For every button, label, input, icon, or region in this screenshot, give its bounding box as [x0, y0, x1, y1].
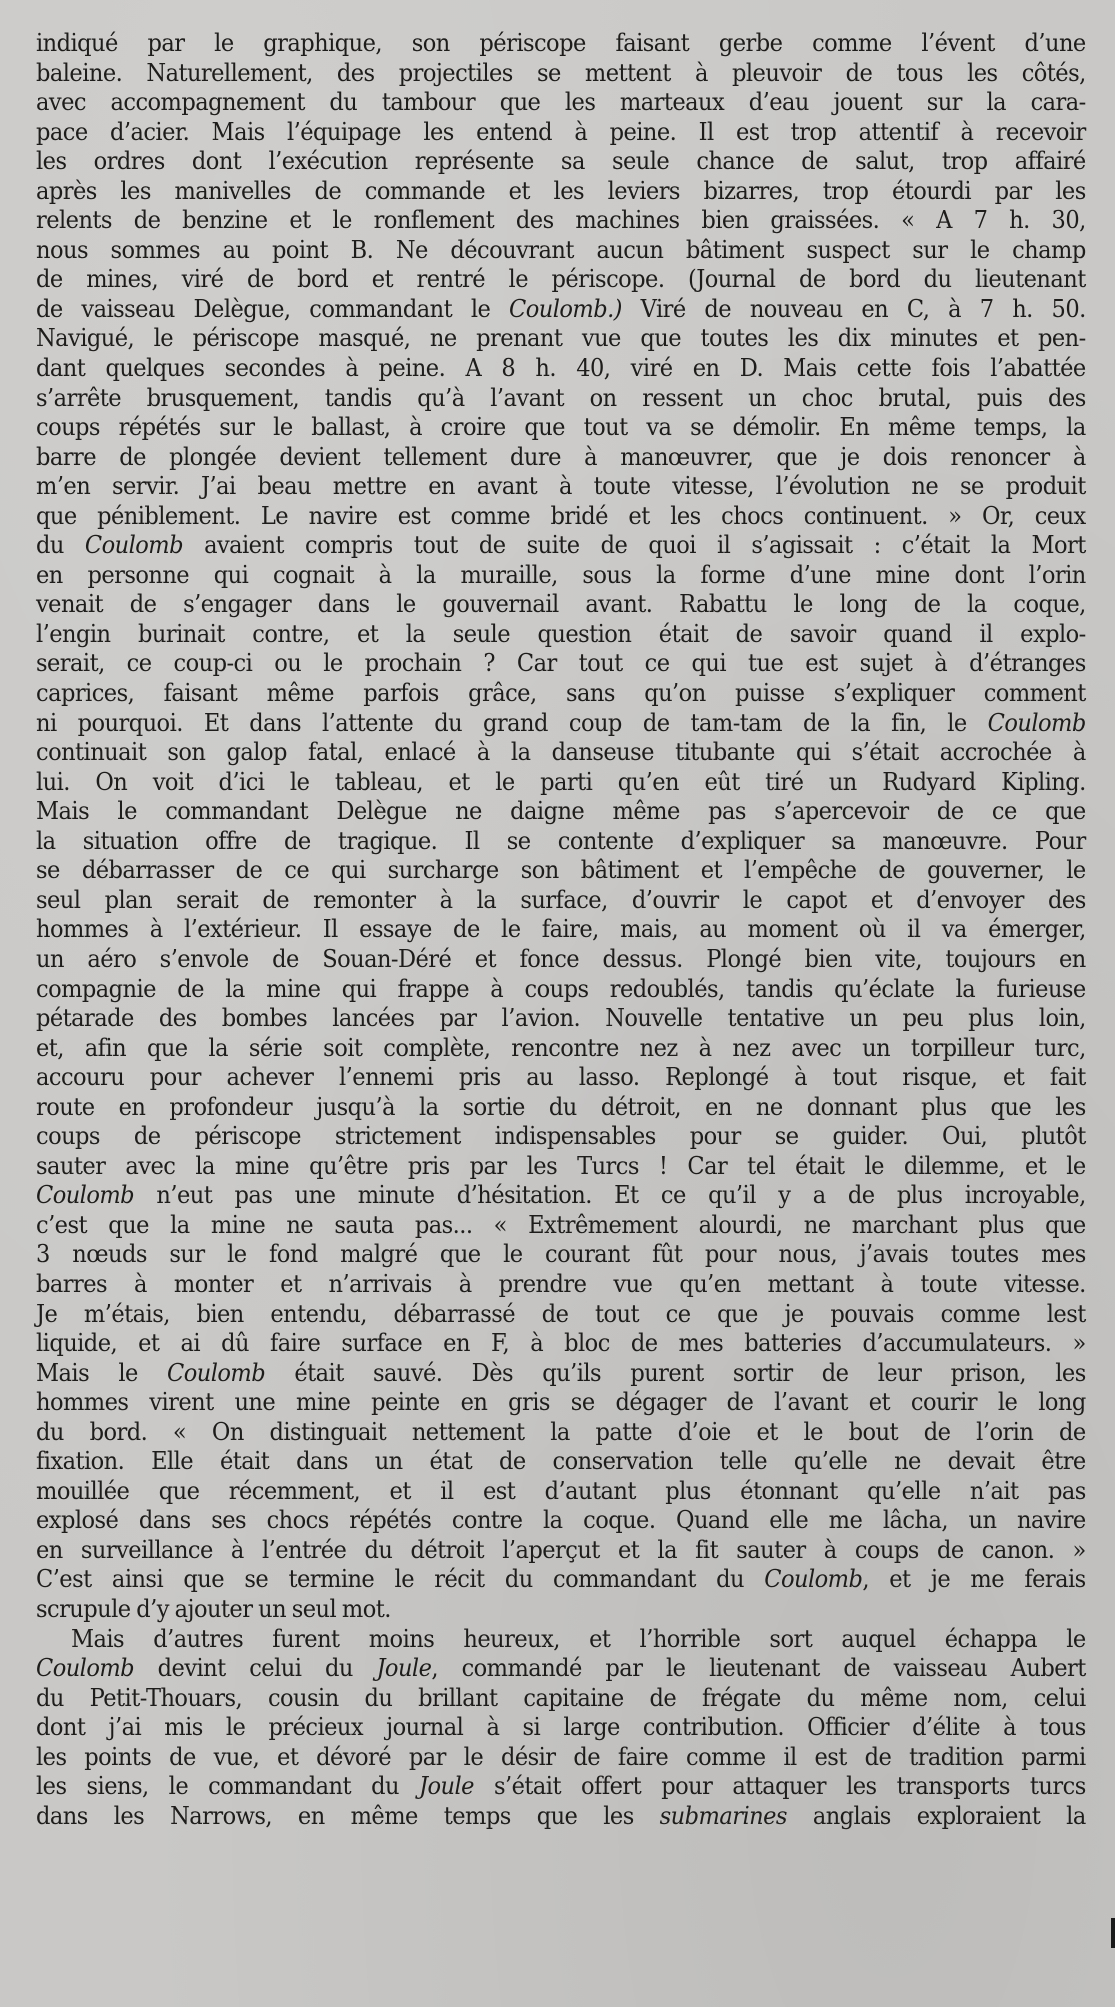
text-line: continuait son galop fatal, enlacé à la danseuse titubante qui s’était accrochée à: [36, 737, 1086, 767]
italic-title: Coulomb: [167, 1357, 266, 1387]
text-line: [36, 1801, 1086, 1831]
text-line: coups répétés sur le ballast, à croire que tout va se démolir. En même temps, la: [36, 412, 1086, 442]
text-line: dont j’ai mis le précieux journal à si large contribution. Officier d’élite à tous: [36, 1712, 1086, 1742]
text-line: [36, 1771, 1086, 1801]
text-line: dant quelques secondes à peine. A 8 h. 40, viré en D. Mais cette fois l’abattée: [36, 353, 1086, 383]
italic-title: Joule: [418, 1771, 474, 1801]
italic-title: submarines: [659, 1800, 787, 1830]
text-line: que péniblement. Le navire est comme bridé et les chocs continuent. » Or, ceux: [36, 500, 1086, 530]
text-span: devint celui du: [134, 1653, 377, 1683]
text-line: accouru pour achever l’ennemi pris au lasso. Replongé à tout risque, et fait: [36, 1062, 1086, 1092]
text-span: ni pourquoi. Et dans l’attente du grand coup de tam-tam de la fin, le: [36, 707, 988, 737]
text-span: était sauvé. Dès qu’ils purent sortir de leur prison, les: [265, 1357, 1086, 1387]
text-span: de vaisseau Delègue, commandant le: [36, 293, 510, 323]
text-line: les points de vue, et dévoré par le désir de faire comme il est de tradition parmi: [36, 1741, 1086, 1771]
text-span: C’est ainsi que se termine le récit du commandant du: [36, 1564, 765, 1594]
text-line: coups de périscope strictement indispensables pour se guider. Oui, plutôt: [36, 1121, 1086, 1151]
text-line: hommes à l’extérieur. Il essaye de le faire, mais, au moment où il va émerger,: [36, 914, 1086, 944]
italic-title: Coulomb: [987, 707, 1086, 737]
text-line: du bord. « On distinguait nettement la patte d’oie et le bout de l’orin de: [36, 1416, 1086, 1446]
text-line: relents de benzine et le ronflement des machines bien graissées. « A 7 h. 30,: [36, 205, 1086, 235]
text-line: pace d’acier. Mais l’équipage les entend à peine. Il est trop attentif à recevoir: [36, 116, 1086, 146]
text-line: [36, 1653, 1086, 1683]
italic-title: Coulomb: [84, 530, 183, 560]
text-line: les ordres dont l’exécution représente sa seule chance de salut, trop affairé: [36, 146, 1086, 176]
text-line: mouillée que récemment, et il est d’autant plus étonnant qu’elle n’ait pas: [36, 1475, 1086, 1505]
text-line: et, afin que la série soit complète, rencontre nez à nez avec un torpilleur turc,: [36, 1032, 1086, 1062]
text-line: en surveillance à l’entrée du détroit l’aperçut et la fit sauter à coups de canon. »: [36, 1534, 1086, 1564]
text-line: avec accompagnement du tambour que les marteaux d’eau jouent sur la cara-: [36, 87, 1086, 117]
text-line: se débarrasser de ce qui surcharge son bâtiment et l’empêche de gouverner, le: [36, 855, 1086, 885]
text-line: liquide, et ai dû faire surface en F, à bloc de mes batteries d’accumulateurs. »: [36, 1328, 1086, 1358]
text-line: Navigué, le périscope masqué, ne prenant vue que toutes les dix minutes et pen-: [36, 323, 1086, 353]
text-line: [36, 1564, 1086, 1594]
text-line: après les manivelles de commande et les leviers bizarres, trop étourdi par les: [36, 175, 1086, 205]
text-line: barre de plongée devient tellement dure à manœuvrer, que je dois renoncer à: [36, 441, 1086, 471]
text-line: [36, 1358, 1086, 1388]
text-span: avaient compris tout de suite de quoi il s’agissait : c’était la Mort: [182, 530, 1086, 560]
text-line: caprices, faisant même parfois grâce, sans qu’on puisse s’expliquer comment: [36, 678, 1086, 708]
text-line: scrupule d’y ajouter un seul mot.: [36, 1593, 391, 1623]
text-line: serait, ce coup-ci ou le prochain ? Car tout ce qui tue est sujet à d’étranges: [36, 648, 1086, 678]
paragraph-start-line: Mais d’autres furent moins heureux, et l’horrible sort auquel échappa le: [70, 1623, 1086, 1653]
text-line: c’est que la mine ne sauta pas... « Extrêmement alourdi, ne marchant plus que: [36, 1209, 1086, 1239]
text-line: de mines, viré de bord et rentré le périscope. (Journal de bord du lieutenant: [36, 264, 1086, 294]
page-edge-mark: [1111, 1918, 1115, 1948]
text-line: sauter avec la mine qu’être pris par les Turcs ! Car tel était le dilemme, et le: [36, 1150, 1086, 1180]
text-line: seul plan serait de remonter à la surface, d’ouvrir le capot et d’envoyer des: [36, 884, 1086, 914]
text-line: indiqué par le graphique, son périscope faisant gerbe comme l’évent d’une: [36, 28, 1086, 57]
text-line: route en profondeur jusqu’à la sortie du détroit, en ne donnant plus que les: [36, 1091, 1086, 1121]
text-line: [36, 1180, 1086, 1210]
italic-title: Coulomb: [36, 1653, 135, 1683]
text-span: Viré de nouveau en C, à 7 h. 50.: [621, 293, 1086, 323]
text-line: un aéro s’envole de Souan-Déré et fonce dessus. Plongé bien vite, toujours en: [36, 943, 1086, 973]
text-span: anglais exploraient la: [786, 1800, 1086, 1830]
text-span: du: [36, 530, 85, 560]
text-line: nous sommes au point B. Ne découvrant aucun bâtiment suspect sur le champ: [36, 234, 1086, 264]
text-line: 3 nœuds sur le fond malgré que le courant fût pour nous, j’avais toutes mes: [36, 1239, 1086, 1269]
italic-title: Coulomb.): [509, 293, 622, 323]
book-page-text: [36, 28, 1086, 1830]
text-line: barres à monter et n’arrivais à prendre vue qu’en mettant à toute vitesse.: [36, 1268, 1086, 1298]
text-span: dans les Narrows, en même temps que les: [36, 1800, 660, 1830]
italic-title: Joule: [376, 1653, 432, 1683]
text-line: m’en servir. J’ai beau mettre en avant à toute vitesse, l’évolution ne se produit: [36, 471, 1086, 501]
text-line: [36, 530, 1086, 560]
text-line: Je m’étais, bien entendu, débarrassé de tout ce que je pouvais comme lest: [36, 1298, 1086, 1328]
text-line: [36, 708, 1086, 738]
text-line: hommes virent une mine peinte en gris se dégager de l’avant et courir le long: [36, 1387, 1086, 1417]
text-span: les siens, le commandant du: [36, 1771, 419, 1801]
text-line: venait de s’engager dans le gouvernail avant. Rabattu le long de la coque,: [36, 589, 1086, 619]
text-line: fixation. Elle était dans un état de conservation telle qu’elle ne devait être: [36, 1446, 1086, 1476]
text-line: du Petit-Thouars, cousin du brillant capitaine de frégate du même nom, celui: [36, 1682, 1086, 1712]
text-line: [36, 294, 1086, 324]
text-line: lui. On voit d’ici le tableau, et le parti qu’en eût tiré un Rudyard Kipling.: [36, 766, 1086, 796]
text-span: n’eut pas une minute d’hésitation. Et ce qu’il y a de plus incroyable,: [134, 1180, 1086, 1210]
text-line: baleine. Naturellement, des projectiles se mettent à pleuvoir de tous les côtés,: [36, 57, 1086, 87]
italic-title: Coulomb: [764, 1564, 863, 1594]
text-line: Mais le commandant Delègue ne daigne même pas s’apercevoir de ce que: [36, 796, 1086, 826]
italic-title: Coulomb: [36, 1180, 135, 1210]
text-line: en personne qui cognait à la muraille, sous la forme d’une mine dont l’orin: [36, 559, 1086, 589]
text-line: compagnie de la mine qui frappe à coups redoublés, tandis qu’éclate la furieuse: [36, 973, 1086, 1003]
text-line: explosé dans ses chocs répétés contre la coque. Quand elle me lâcha, un navire: [36, 1505, 1086, 1535]
text-line: pétarade des bombes lancées par l’avion. Nouvelle tentative un peu plus loin,: [36, 1003, 1086, 1033]
text-span: Mais le: [36, 1357, 168, 1387]
text-span: , commandé par le lieutenant de vaisseau Aubert: [431, 1653, 1086, 1683]
text-line: la situation offre de tragique. Il se contente d’expliquer sa manœuvre. Pour: [36, 825, 1086, 855]
text-span: s’était offert pour attaquer les transports turcs: [473, 1771, 1086, 1801]
text-line: l’engin burinait contre, et la seule question était de savoir quand il explo-: [36, 618, 1086, 648]
text-line: s’arrête brusquement, tandis qu’à l’avant on ressent un choc brutal, puis des: [36, 382, 1086, 412]
text-span: , et je me ferais: [862, 1564, 1086, 1594]
